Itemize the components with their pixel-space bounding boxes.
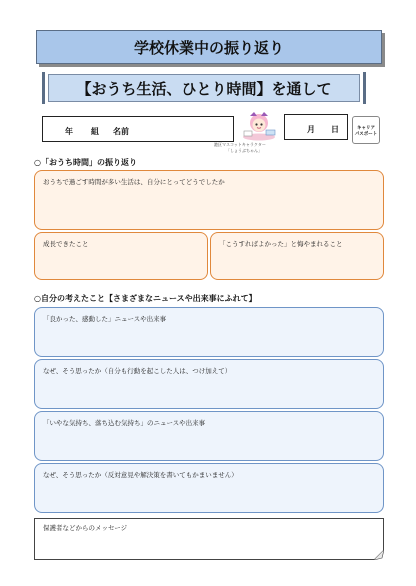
month-label: 月	[307, 125, 315, 134]
grade-label: 年	[65, 127, 73, 136]
mascot-caption-1: 港区マスコットキャラクター	[214, 142, 266, 147]
page-title: 学校休業中の振り返り	[36, 30, 382, 64]
bad-news-reason-label: なぜ、そう思ったか（反対意見や解決策を書いてもかまいません）	[43, 471, 238, 479]
career-passport-badge	[352, 116, 380, 144]
bad-news-label: 「いやな気持ち、落ち込む気持ち」のニュースや出来事	[43, 419, 206, 427]
home-life-reflection-box[interactable]	[34, 170, 384, 230]
name-label: 名前	[113, 127, 129, 136]
growth-box[interactable]	[34, 232, 208, 280]
section2-heading: ○自分の考えたこと【さまざまなニュースや出来事にふれて】	[34, 294, 257, 303]
growth-label: 成長できたこと	[43, 240, 89, 248]
mascot-icon	[236, 110, 282, 142]
good-news-box[interactable]	[34, 307, 384, 357]
good-news-reason-label: なぜ、そう思ったか（自分も行動を起こした人は、つけ加えて）	[43, 367, 232, 375]
mascot-caption-2: 「しょうぶちゃん」	[226, 148, 262, 153]
date-field[interactable]	[284, 114, 348, 140]
bad-news-box[interactable]	[34, 411, 384, 461]
subtitle-left-bar	[42, 72, 45, 104]
name-field[interactable]	[42, 116, 234, 142]
page-subtitle: 【おうち生活、ひとり時間】を通して	[48, 74, 360, 102]
regret-box[interactable]	[210, 232, 384, 280]
bad-news-reason-box[interactable]	[34, 463, 384, 513]
class-label: 組	[91, 127, 99, 136]
career-badge-line2: パスポート	[354, 132, 378, 137]
home-life-reflection-label: おうちで過ごす時間が多い生活は、自分にとってどうでしたか	[43, 178, 225, 186]
guardian-message-label: 保護者などからのメッセージ	[43, 524, 128, 532]
subtitle-right-bar	[363, 72, 366, 104]
career-badge-line1: キャリア	[357, 126, 375, 131]
good-news-reason-box[interactable]	[34, 359, 384, 409]
regret-label: 「こうすればよかった」と悔やまれること	[219, 240, 343, 248]
guardian-message-box[interactable]	[34, 518, 384, 560]
folded-corner-icon	[374, 550, 384, 560]
day-label: 日	[331, 125, 339, 134]
section1-heading: ○「おうち時間」の振り返り	[34, 158, 137, 167]
good-news-label: 「良かった、感動した」ニュースや出来事	[43, 315, 167, 323]
